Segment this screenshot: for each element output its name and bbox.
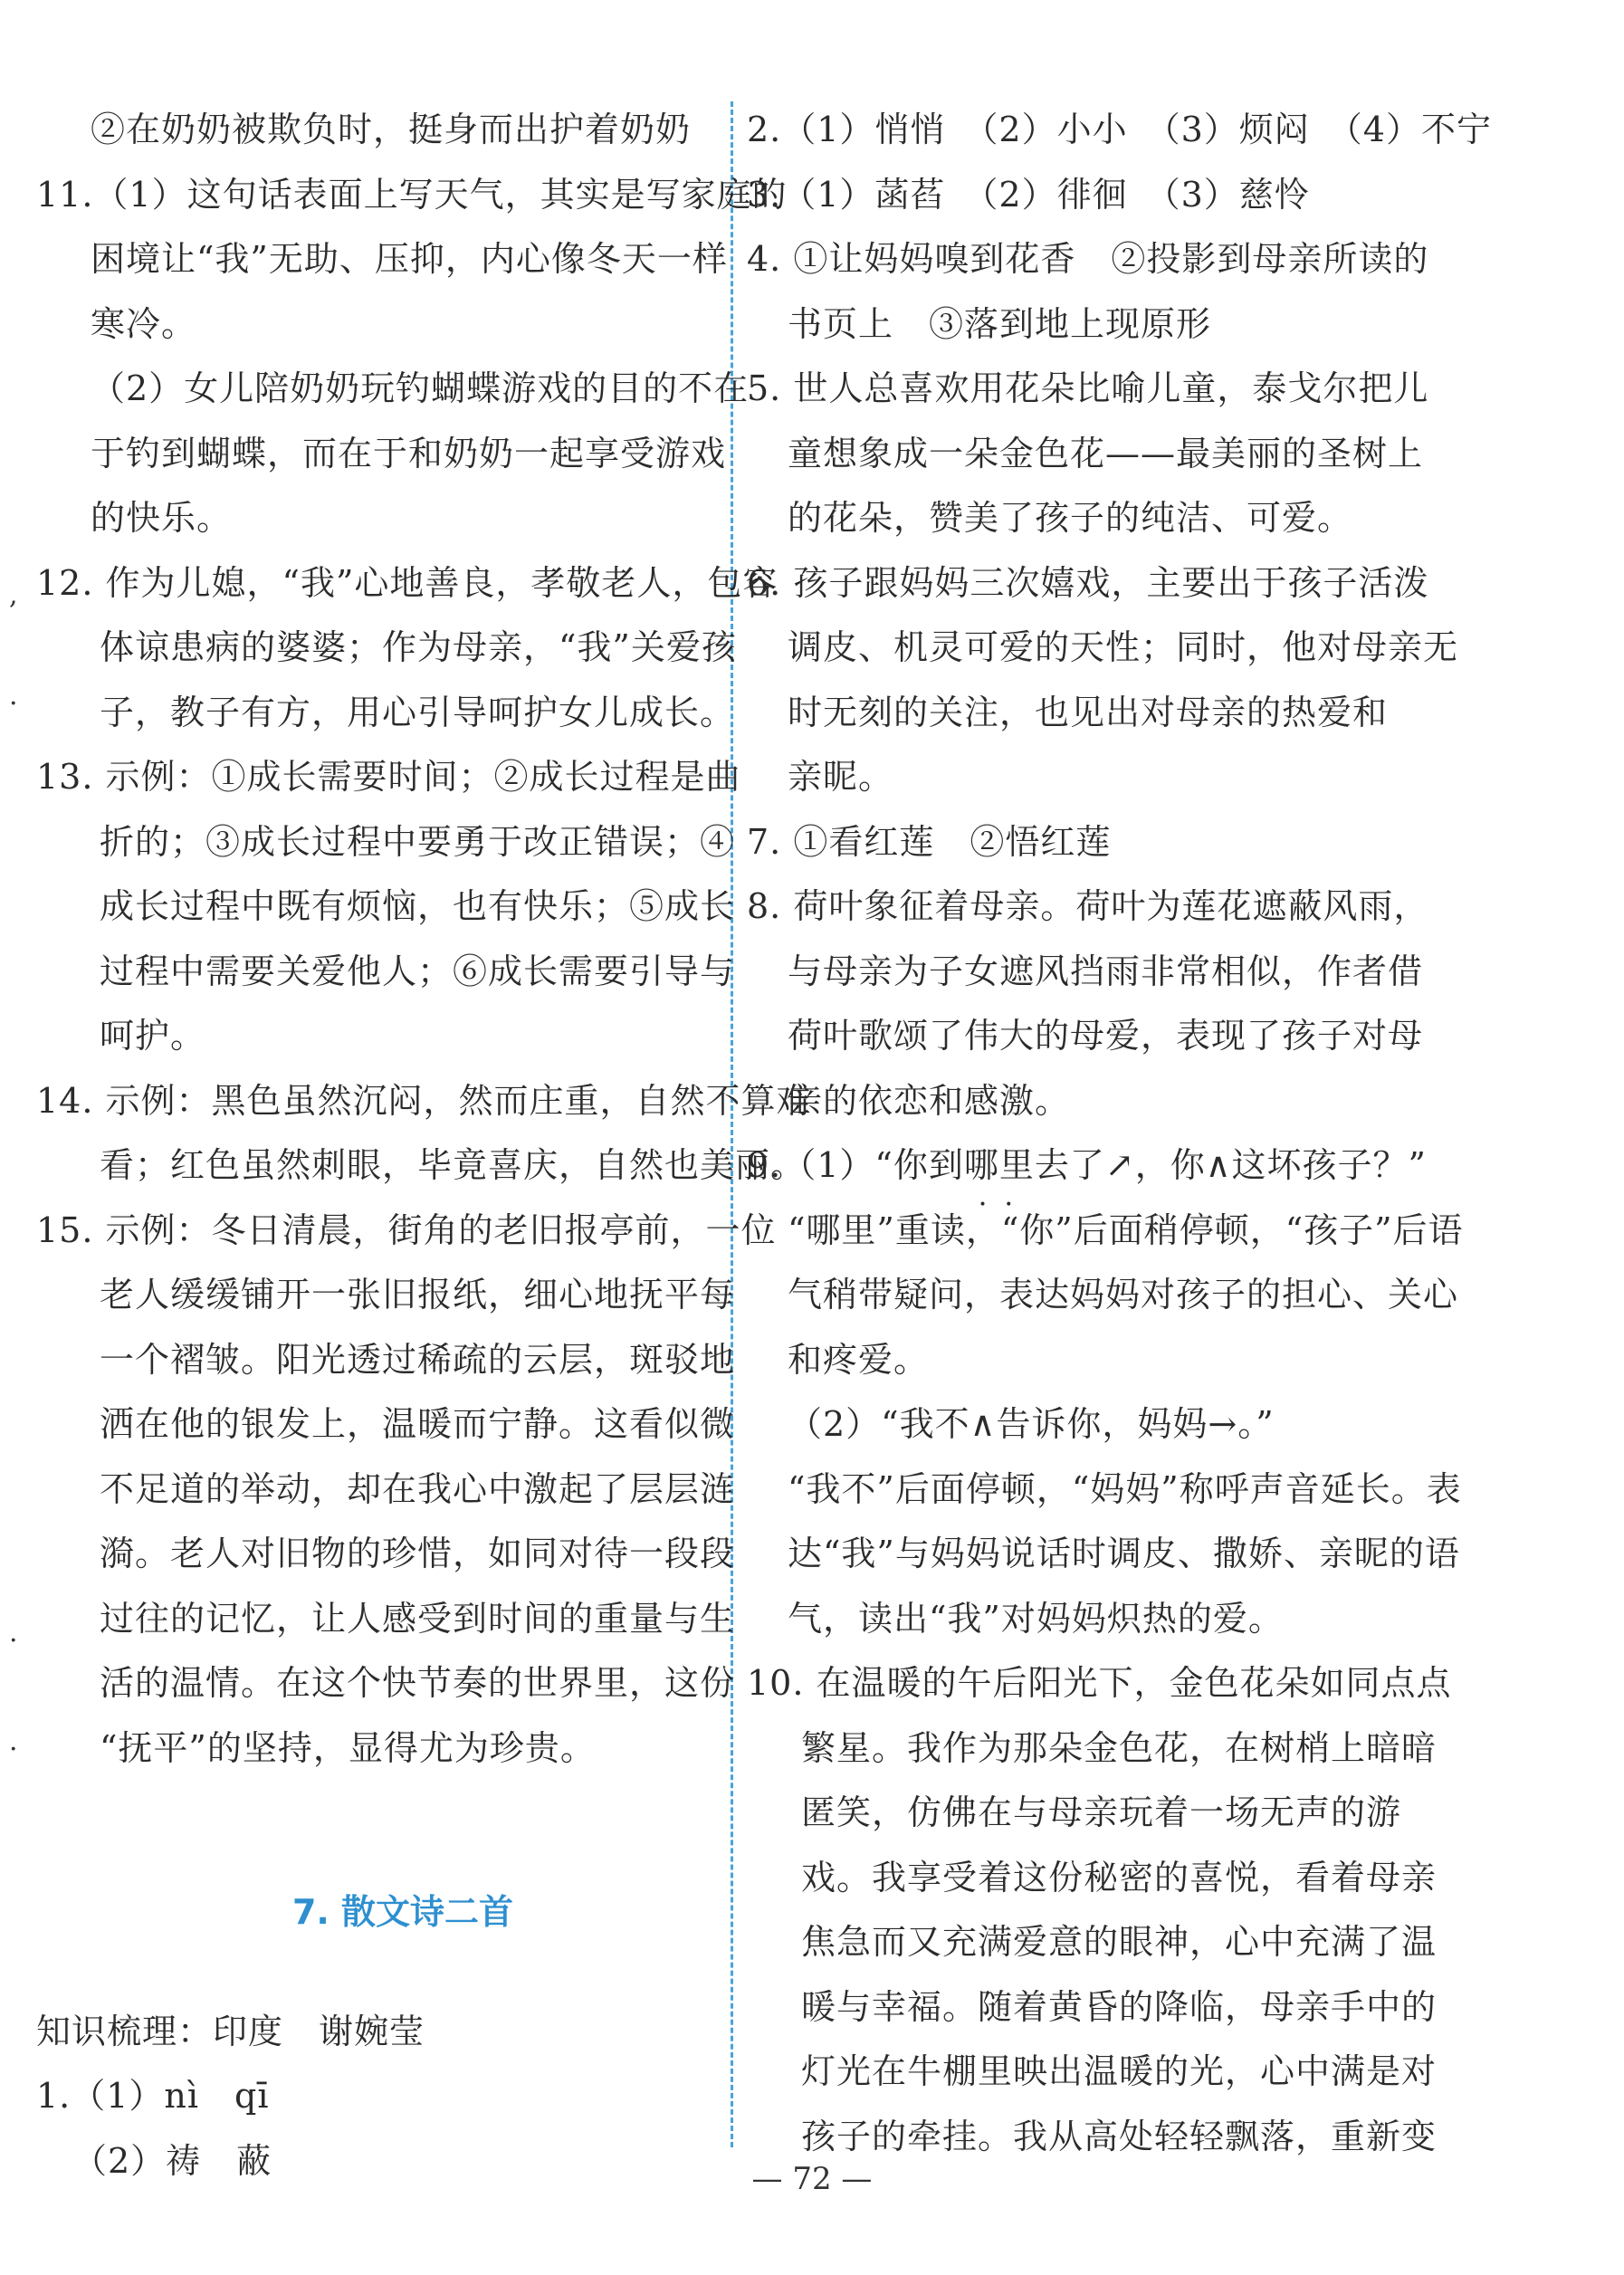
r8-line: 8. 荷叶象征着母亲。荷叶为莲花遮蔽风雨，: [747, 886, 1429, 926]
question-2: 2.（1）悄悄 （2）小小 （3）烦闷 （4）不宁: [747, 110, 1492, 149]
q15-line: 15. 示例：冬日清晨，街角的老旧报亭前，一位: [36, 1209, 777, 1250]
q15-line: 过往的记忆，让人感受到时间的重量与生: [100, 1598, 736, 1639]
q13-line: 成长过程中既有烦恼，也有快乐；⑤成长: [100, 886, 736, 926]
question-14: [36, 1069, 812, 1199]
r8-line: 亲的依恋和感激。: [788, 1080, 1071, 1121]
q13-line: 折的；③成长过程中要勇于改正错误；④: [100, 821, 736, 862]
q13-line: 13. 示例：①成长需要时间；②成长过程是曲: [36, 757, 741, 797]
question-4: [747, 227, 1435, 357]
question-9: [747, 1133, 1464, 1651]
q15-line: 漪。老人对旧物的珍惜，如同对待一段段: [100, 1534, 736, 1573]
question-3: 3.（1）菡萏 （2）徘徊 （3）慈怜: [747, 174, 1310, 215]
q11-line: 的快乐。: [91, 498, 233, 538]
page-number: — 72 —: [751, 2161, 873, 2197]
q12-line: 子，教子有方，用心引导呵护女儿成长。: [100, 692, 736, 732]
question-6: [747, 551, 1459, 810]
spacer: [36, 1781, 715, 1880]
r6-line: 亲昵。: [788, 757, 894, 797]
q11-line: 于钓到蝴蝶，而在于和奶奶一起享受游戏: [91, 433, 727, 473]
question-7: 7. ①看红莲 ②悟红莲: [747, 821, 1112, 862]
r10-line: 10. 在温暖的午后阳光下，金色花朵如同点点: [747, 1663, 1452, 1703]
q11-line: 困境让“我”无助、压抑，内心像冬天一样: [91, 239, 728, 279]
r4-line: 书页上 ③落到地上现原形: [788, 303, 1212, 344]
r9-line: 达“我”与妈妈说话时调皮、撒娇、亲昵的语: [788, 1534, 1460, 1573]
r10-line: 暖与幸福。随着黄昏的降临，母亲手中的: [801, 1986, 1438, 2027]
q14-line: 14. 示例：黑色虽然沉闷，然而庄重，自然不算难: [36, 1080, 812, 1121]
r9-line: [747, 1133, 1435, 1199]
r9-suffix: 去了↗，你∧这坏孩子？”: [1034, 1145, 1427, 1185]
r9-line: 气稍带疑问，表达妈妈对孩子的担心、关心: [788, 1275, 1459, 1314]
left-column: [36, 98, 812, 2194]
q15-line: 不足道的举动，却在我心中激起了层层涟: [100, 1468, 736, 1509]
q13-line: 过程中需要关爱他人；⑥成长需要引导与: [100, 951, 736, 991]
q14-line: 看；红色虽然刺眼，毕竟喜庆，自然也美丽。: [100, 1145, 807, 1185]
margin-speck: ·: [9, 688, 18, 720]
margin-speck: ·: [9, 1734, 18, 1765]
section-q1-line: 1.（1）nì qī: [36, 2076, 270, 2116]
r6-line: 时无刻的关注，也见出对母亲的热爱和: [788, 692, 1389, 732]
r10-line: 焦急而又充满爱意的眼神，心中充满了温: [801, 1922, 1438, 1962]
r9-line: 气，读出“我”对妈妈炽热的爱。: [788, 1598, 1284, 1639]
question-10: [747, 1651, 1452, 2169]
q11-line: 11.（1）这句话表面上写天气，其实是写家庭的: [36, 174, 788, 215]
r9-line: “我不”后面停顿，“妈妈”称呼声音延长。表: [788, 1468, 1462, 1509]
stressed-word: 哪里 • •: [964, 1133, 1035, 1199]
r10-line: 繁星。我作为那朵金色花，在树梢上暗暗: [801, 1727, 1438, 1768]
r8-line: 与母亲为子女遮风挡雨非常相似，作者借: [788, 951, 1424, 991]
q12-line: 体谅患病的婆婆；作为母亲，“我”关爱孩: [100, 627, 737, 667]
section-q1-line: （2）祷 蔽: [72, 2140, 272, 2181]
question-12: [36, 551, 779, 746]
r5-line: 童想象成一朵金色花——最美丽的圣树上: [788, 433, 1424, 473]
question-11: [36, 163, 788, 551]
question-15: [36, 1199, 777, 1782]
question-8: [747, 875, 1435, 1133]
q11-line: 寒冷。: [91, 303, 197, 344]
r4-line: 4. ①让妈妈嗅到花香 ②投影到母亲所读的: [747, 239, 1429, 279]
r8-line: 荷叶歌颂了伟大的母爱，表现了孩子对母: [788, 1016, 1424, 1056]
r6-line: 调皮、机灵可爱的天性；同时，他对母亲无: [788, 627, 1459, 667]
r9-line: 和疼爱。: [788, 1339, 930, 1380]
r10-line: 戏。我享受着这份秘密的喜悦，看着母亲: [801, 1857, 1438, 1897]
r10-line: 匿笑，仿佛在与母亲玩着一场无声的游: [801, 1792, 1402, 1832]
question-13: [36, 745, 741, 1069]
section-title: 7. 散文诗二首: [291, 1892, 514, 1932]
r5-line: 的花朵，赞美了孩子的纯洁、可爱。: [788, 498, 1353, 538]
knowledge-summary: 知识梳理：印度 谢婉莹: [36, 2011, 425, 2051]
r9-line: （2）“我不∧告诉你，妈妈→。”: [788, 1404, 1275, 1444]
margin-speck: ·: [9, 1625, 18, 1657]
r9-prefix: 9.（1）“你到: [747, 1145, 964, 1185]
r10-line: 灯光在牛棚里映出温暖的光，心中满是对: [801, 2051, 1438, 2091]
q15-line: 活的温情。在这个快节奏的世界里，这份: [100, 1663, 736, 1703]
right-column: [747, 98, 1492, 2169]
r6-line: 6. 孩子跟妈妈三次嬉戏，主要出于孩子活泼: [747, 562, 1429, 603]
q15-line: 一个褶皱。阳光透过稀疏的云层，斑驳地: [100, 1339, 736, 1380]
q11-line: （2）女儿陪奶奶玩钓蝴蝶游戏的目的不在: [91, 368, 750, 408]
spacer: [36, 1945, 715, 2000]
r5-line: 5. 世人总喜欢用花朵比喻儿童，泰戈尔把儿: [747, 368, 1429, 408]
r10-line: 孩子的牵挂。我从高处轻轻飘落，重新变: [801, 2116, 1438, 2156]
question-5: [747, 357, 1435, 551]
q15-line: “抚平”的坚持，显得尤为珍贵。: [100, 1727, 596, 1768]
margin-speck: ,: [9, 579, 18, 611]
q13-line: 呵护。: [100, 1016, 206, 1056]
q12-line: 12. 作为儿媳，“我”心地善良，孝敬老人，包容: [36, 562, 779, 603]
q10-continuation: ②在奶奶被欺负时，挺身而出护着奶奶: [91, 110, 692, 149]
r9-line: “哪里”重读，“你”后面稍停顿，“孩子”后语: [788, 1209, 1464, 1250]
q15-line: 洒在他的银发上，温暖而宁静。这看似微: [100, 1404, 736, 1444]
q15-line: 老人缓缓铺开一张旧报纸，细心地抚平每: [100, 1275, 736, 1314]
